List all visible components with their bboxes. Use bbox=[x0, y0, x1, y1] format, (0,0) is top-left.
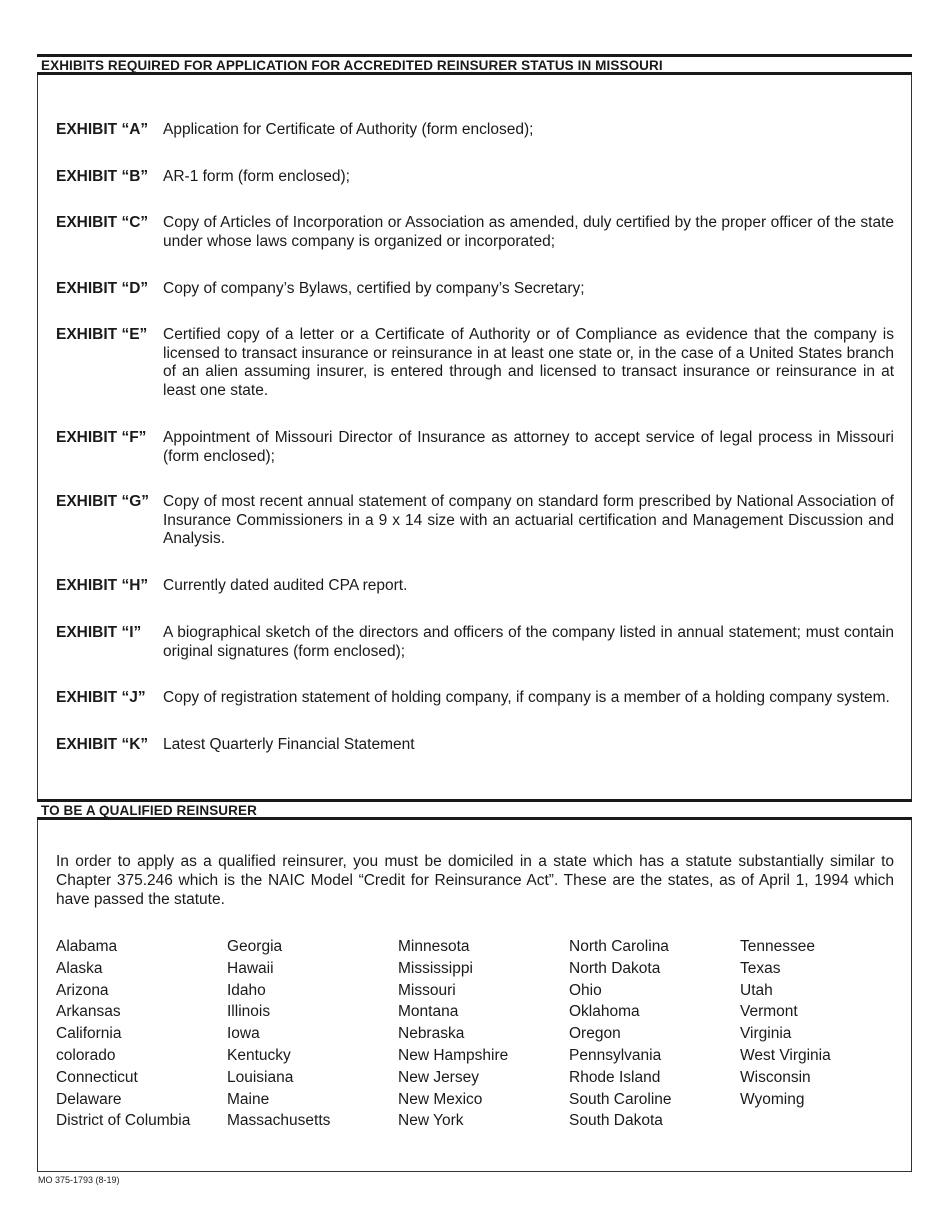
state-item: North Dakota bbox=[569, 959, 661, 977]
exhibit-k bbox=[56, 736, 896, 755]
states-column-2 bbox=[227, 936, 398, 1132]
exhibit-label: EXHIBIT “H” bbox=[56, 577, 149, 594]
exhibit-e bbox=[56, 326, 896, 401]
state-item: Virginia bbox=[740, 1025, 792, 1043]
state-item: Wyoming bbox=[740, 1090, 805, 1108]
state-item: Illinois bbox=[227, 1003, 271, 1021]
exhibits-section-heading: EXHIBITS REQUIRED FOR APPLICATION FOR ACCREDITED REINSURER STATUS IN MISSOURI bbox=[37, 54, 912, 75]
exhibit-j bbox=[56, 689, 896, 708]
exhibit-label: EXHIBIT “J” bbox=[56, 689, 146, 706]
exhibit-label: EXHIBIT “B” bbox=[56, 168, 149, 185]
exhibit-h bbox=[56, 577, 896, 596]
exhibit-g bbox=[56, 493, 896, 549]
states-column-1 bbox=[56, 936, 227, 1132]
qualified-intro-paragraph: In order to apply as a qualified reinsurer, you must be domiciled in a state which has a statute substantially similar to Chapter 375.246 which is the NAIC Model “Credit for Reinsurance Act”. These are the states, as of April 1, 1994 which have passed the statute. bbox=[56, 853, 894, 908]
states-column-4 bbox=[569, 936, 740, 1132]
state-item: Arkansas bbox=[56, 1003, 121, 1021]
state-item: Mississippi bbox=[398, 959, 473, 977]
state-item: Nebraska bbox=[398, 1025, 465, 1043]
state-item: Connecticut bbox=[56, 1068, 138, 1086]
state-item: Louisiana bbox=[227, 1068, 294, 1086]
exhibit-text: A biographical sketch of the directors and officers of the company listed in annual statement; must contain original signatures (form enclosed); bbox=[163, 624, 894, 660]
state-item: California bbox=[56, 1025, 122, 1043]
state-item: Tennessee bbox=[740, 938, 815, 955]
state-item: Wisconsin bbox=[740, 1068, 811, 1086]
exhibit-label: EXHIBIT “K” bbox=[56, 736, 149, 753]
qualified-section-heading: TO BE A QUALIFIED REINSURER bbox=[37, 799, 912, 820]
exhibit-text: Copy of Articles of Incorporation or Association as amended, duly certified by the proper officer of the state under whose laws company is organized or incorporated; bbox=[163, 214, 894, 250]
state-item: Idaho bbox=[227, 981, 266, 999]
state-item: South Caroline bbox=[569, 1090, 672, 1108]
state-item: Kentucky bbox=[227, 1046, 291, 1064]
exhibit-text: Copy of registration statement of holding company, if company is a member of a holding company system. bbox=[163, 689, 890, 706]
state-item: Montana bbox=[398, 1003, 459, 1021]
exhibit-label: EXHIBIT “I” bbox=[56, 624, 142, 641]
state-item: New Hampshire bbox=[398, 1046, 509, 1064]
exhibit-text: Currently dated audited CPA report. bbox=[163, 577, 408, 594]
state-item: West Virginia bbox=[740, 1046, 831, 1064]
state-item: New Jersey bbox=[398, 1068, 479, 1086]
state-item: Hawaii bbox=[227, 959, 274, 977]
exhibit-text: Copy of most recent annual statement of company on standard form prescribed by National Association of Insurance Commissioners in a 9 x 14 size with an actuarial certification and Management Discussion and Analysis. bbox=[163, 493, 894, 548]
exhibit-label: EXHIBIT “G” bbox=[56, 493, 150, 510]
state-item: Oklahoma bbox=[569, 1003, 640, 1021]
exhibit-text: Application for Certificate of Authority (form enclosed); bbox=[163, 121, 534, 138]
state-item: Missouri bbox=[398, 981, 456, 999]
exhibit-text: AR-1 form (form enclosed); bbox=[163, 168, 350, 185]
state-item: Alaska bbox=[56, 959, 103, 977]
exhibit-label: EXHIBIT “D” bbox=[56, 280, 149, 297]
state-item: Pennsylvania bbox=[569, 1046, 662, 1064]
form-number: MO 375-1793 (8-19) bbox=[38, 1175, 120, 1185]
state-item: Georgia bbox=[227, 938, 283, 955]
state-item: New Mexico bbox=[398, 1090, 483, 1108]
exhibit-text: Copy of company’s Bylaws, certified by company’s Secretary; bbox=[163, 280, 585, 297]
states-column-5 bbox=[740, 936, 911, 1132]
states-list bbox=[56, 936, 916, 1132]
state-item: Texas bbox=[740, 959, 781, 977]
state-item: Massachusetts bbox=[227, 1112, 331, 1130]
state-item: Rhode Island bbox=[569, 1068, 661, 1086]
exhibit-label: EXHIBIT “E” bbox=[56, 326, 148, 343]
exhibit-a bbox=[56, 121, 896, 140]
exhibit-label: EXHIBIT “C” bbox=[56, 214, 149, 231]
state-item: Ohio bbox=[569, 981, 602, 999]
state-item: Utah bbox=[740, 981, 773, 999]
states-column-3 bbox=[398, 936, 569, 1132]
state-item: Iowa bbox=[227, 1025, 260, 1043]
exhibit-d bbox=[56, 280, 896, 299]
state-item: South Dakota bbox=[569, 1112, 663, 1130]
exhibit-c bbox=[56, 214, 896, 251]
state-item: North Carolina bbox=[569, 938, 669, 955]
state-item: New York bbox=[398, 1112, 464, 1130]
exhibit-text: Appointment of Missouri Director of Insurance as attorney to accept service of legal process in Missouri (form enclosed); bbox=[163, 429, 894, 465]
state-item: Maine bbox=[227, 1090, 270, 1108]
state-item: Minnesota bbox=[398, 938, 470, 955]
state-item: Arizona bbox=[56, 981, 109, 999]
state-item: colorado bbox=[56, 1046, 116, 1064]
state-item: Vermont bbox=[740, 1003, 798, 1021]
state-item: Oregon bbox=[569, 1025, 621, 1043]
exhibit-text: Certified copy of a letter or a Certificate of Authority or of Compliance as evidence that the company is licensed to transact insurance or reinsurance in at least one state or, in the case of a United States branch of an alien assuming insurer, is entered through and licensed to transact insurance or reinsurance in at least one state. bbox=[163, 326, 894, 400]
exhibit-b bbox=[56, 168, 896, 187]
exhibit-label: EXHIBIT “A” bbox=[56, 121, 149, 138]
state-item: Alabama bbox=[56, 938, 118, 955]
exhibit-i bbox=[56, 624, 896, 661]
exhibit-f bbox=[56, 429, 896, 466]
state-item: District of Columbia bbox=[56, 1112, 191, 1130]
state-item: Delaware bbox=[56, 1090, 122, 1108]
exhibit-label: EXHIBIT “F” bbox=[56, 429, 147, 446]
exhibit-text: Latest Quarterly Financial Statement bbox=[163, 736, 415, 753]
